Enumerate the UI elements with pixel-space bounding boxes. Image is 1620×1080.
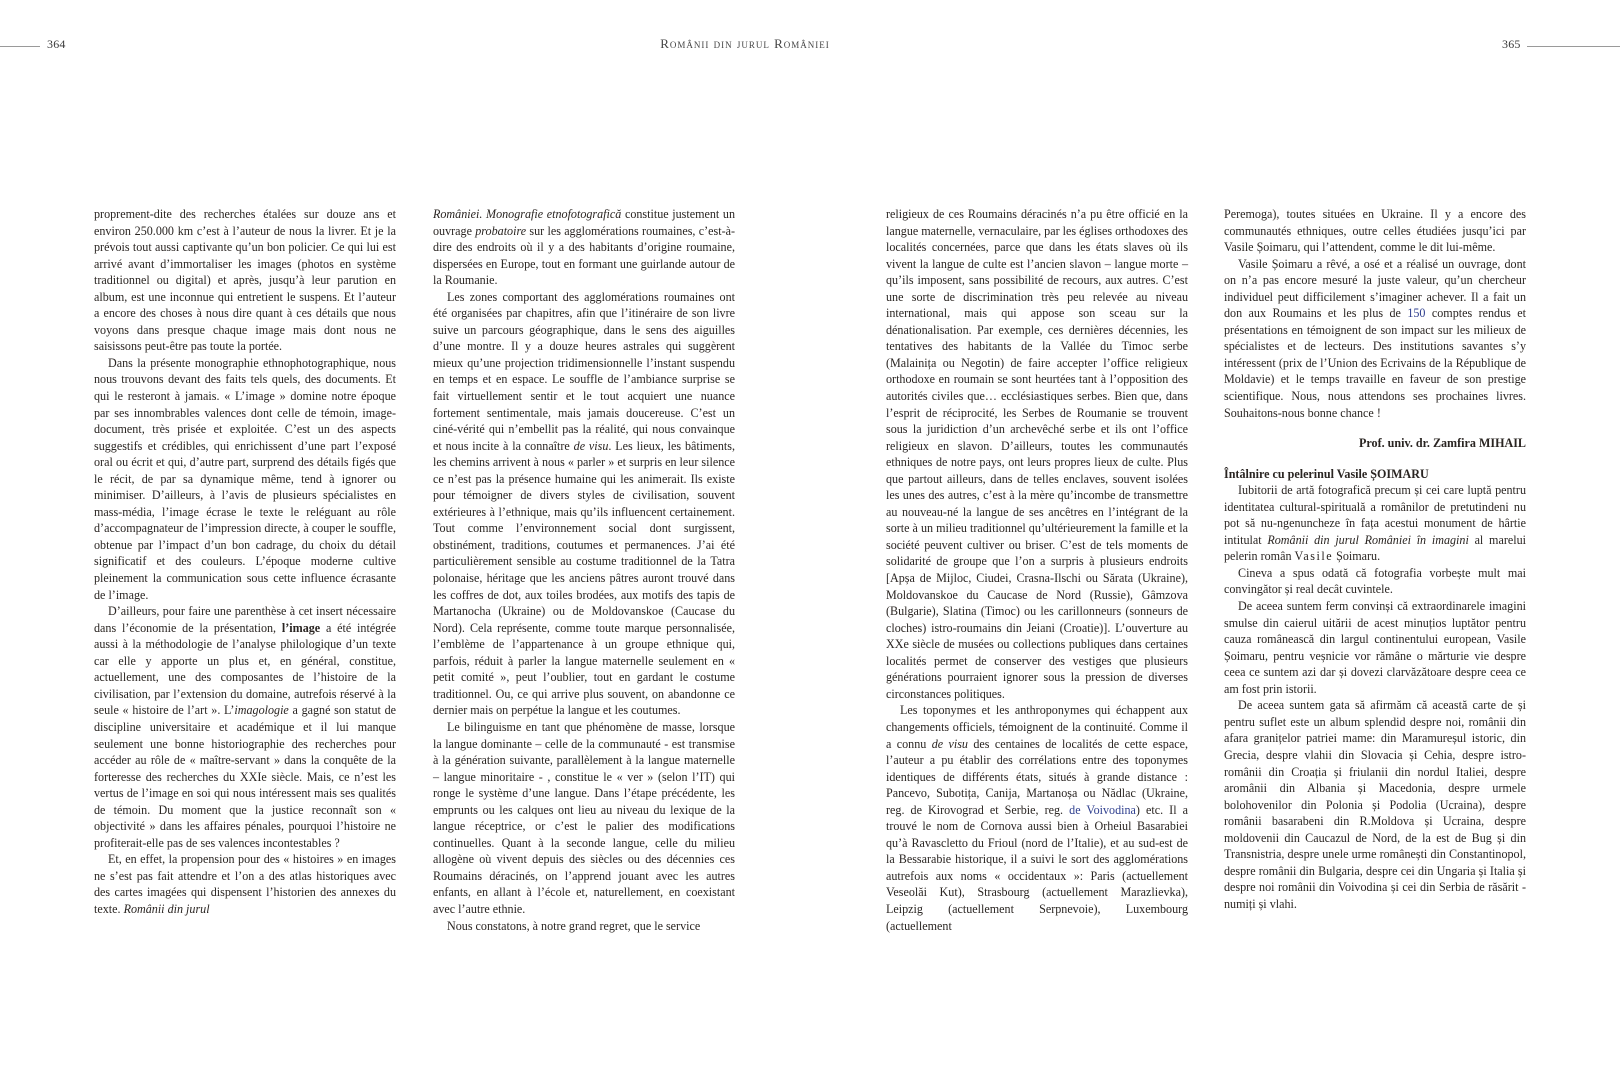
section-heading [1224,466,1526,483]
text-segment: . Les lieux, les bâtiments, les chemins arrivent à nous « parler » et surpris en leur silence ce n’est pas la présence humaine qui les animerait. Ils existe pour témoigner de divers styles de civilisation, souvent extérieures à l’ethnique, mais qu’ils influencent certainement. Tout comme l’environnement social dont surgissent, obstinément, traditions, coutumes et permanences. J’ai été particulièrement sensible au costume traditionnel de la Tatra polonaise, héritage que les anciens pâtres auront trouvé dans les coffres de dot, aux toiles brodées, aux motifs des tapis de Martanocha (Ukraine) ou de Moldovanskoe (Caucase du Nord). Cela représente, comme toute marque personnalisée, l’emblème de l’appartenance à un groupe ethnique qui, parfois, réduit à parler la langue maternelle seulement en « petit comité », peut l’oublier, tout en gardant le costume traditionnel. Ou, ce qui arrive plus souvent, on abandonne ce dernier mais on perpétue la langue et les coutumes. [433,438,736,718]
text-segment: Prof. univ. dr. Zamfira MIHAIL [1359,436,1526,451]
text-segment: Le bilinguisme en tant que phénomène de masse, lorsque la langue dominante – celle de la communauté - est transmise à la génération suivante, parallèlement à la langue maternelle – langue minoritaire - , constitue le « ver » (selon l’IT) qui ronge le système d’une langue. Dans l’étape précédente, les emprunts ou les calques ont lieu au niveau du lexique de la langue réceptrice, or c’est le palier des modifications continuelles. Quant à la seconde langue, celle du milieu allogène où vivent depuis des siècles ou des décennies ces Roumains déracinés, on l’apprend jouant avec les autres enfants, en allant à l’école et, naturellement, en coexistant avec l’autre ethnie. [433,719,735,916]
text-segment: a gagné son statut de discipline universitaire et académique et il lui manque seulement une bonne historiographie des recherches pour accéder au rôle de « maître-servant » dans la conquête de la forteresse des recherches du XXIe siècle. Mais, ce n’est les vertus de l’image en soi qui nous intéressent mais ses qualités de témoin. Du moment que la justice reconnaît son « objectivité » dans les affaires pénales, pourquoi l’histoire ne profiterait-elle pas de ses valences incontestables ? [94,703,397,850]
paragraph-continued [1224,206,1526,256]
text-segment: religieux de ces Roumains déracinés n’a pu être officié en la langue maternelle, vernaculaire, par les églises orthodoxes des localités concernées, parce que dans les états slaves où ils vivent la langue de culte est l’ancien slavon – langue morte – qu’ils imposent, sans possibilité de recours, aux autres. C’est une sorte de discrimination très peu relevée au niveau international, mais qui appose son sceau sur la dénationalisation. Par exemple, ces dernières décennies, les tentatives des habitants de la Vallée du Timoc serbe (Malainița ou Negotin) de faire accepter l’office religieux orthodoxe en roumain se sont heurtées tant à l’opposition des autorités civiles que… ecclésiastiques serbes. Bien que, dans l’esprit de réciprocité, les Serbes de Roumanie se trouvent sous la juridiction d’un archevêché serbe et ils ont l’office religieux en slavon. D’ailleurs, toutes les communautés ethniques de notre pays, ont leurs propres lieux de culte. Plus que partout ailleurs, dans de telles enclaves, souvent isolées les unes des autres, c’est à la mère qu’incombe de transmettre au nouveau-né la langue de ses ancêtres en l’intégrant de la sorte à un milieu traditionnel qu’ultérieurement la famille et la société peuvent cultiver ou briser. C’est de tels moments de solidarité de groupe que l’on a surpris à plusieurs endroits [Apșa de Mijloc, Ciudei, Crasna-Ilschi ou Sărata (Ukraine), Moldovanskoe du Caucase de Nord (Russie), Gâmzova (Bulgarie), Slatina (Timoc) ou les carillonneurs (sonneurs de cloches) istro-roumains din Jeiani (Croatie)]. L’ouverture au XXe siècle de musées ou collections publiques dans certaines localités permet de conserver des vestiges que plusieurs générations pourraient ignorer sous la pression de diverses circonstances politiques. [886,207,1188,701]
italic-text: României. Monografie etnofotografică [433,207,622,221]
text-segment: de Voivodina [1069,802,1136,817]
text-segment: comptes rendus et présentations en témoignent de son impact sur les milieux de spécialistes et de lecteurs. Des institutions savantes s’y intéressent (prix de l’Union des Ecrivains de la République de Moldavie) et le temps travaille en faveur de son prestige scientifique. Nous, nous attendons ses prochaines livres. Souhaitons-nous bonne chance ! [1224,306,1526,420]
text-segment: proprement-dite des recherches étalées sur douze ans et environ 250.000 km c’est à l’auteur de nous la livrer. Et je la prévois tout aussi captivante qu’un bon policier. Ce qui lui est arrivé avant d’immortaliser les images (photos en système traditionnel ou digital) et après, jusqu’à leur parution en album, est une inconnue qui entretient le suspens. Et l’auteur a encore des choses à nous dire quant à ces détails que nous voyons dans presque chaque image mais dont nous ne saisissons peut-être pas toute la portée. [94,207,396,354]
text-segment: Les toponymes et les anthroponymes qui échappent aux changements officiels, témoignent de la continuité. Comme il a connu [886,703,1188,751]
paragraph [433,719,735,918]
paragraph [1224,598,1526,697]
paragraph-continued [886,206,1188,702]
paragraph [94,355,396,603]
paragraph [886,702,1188,934]
paragraph-continued [433,206,735,289]
italic-text: Românii din jurul României în imagini [1267,532,1469,547]
text-segment: Cineva a spus odată că fotografia vorbește mult mai convingător și real decât cuvintele. [1224,565,1526,597]
italic-text: probatoire [475,223,527,238]
paragraph [94,851,396,917]
text-segment: 150 [1407,306,1426,321]
paragraph [1224,482,1526,565]
paragraph [433,289,735,719]
text-segment: Șoimaru. [1333,549,1381,564]
text-segment: des centaines de localités de cette espace, l’auteur a pu établir des corrélations entre des toponymes identiques de différents états, situés à grande distance : Pancevo, Subotița, Canija, Martanoșa ou Nădlac (Ukraine, reg. de Kirovograd et Serbie, reg. [886,736,1188,817]
text-segment: Nous constatons, à notre grand regret, que le service [447,918,701,933]
italic-text: imagologie [234,703,289,718]
paragraph-continued [94,206,396,355]
text-segment: Peremoga), toutes situées en Ukraine. Il y a encore des communautés ethniques, outre celles étudiées jusqu’ici par Vasile Șoimaru, qui l’attendent, comme le dit lui-même. [1224,207,1526,255]
paragraph [94,603,396,851]
paragraph [1224,697,1526,912]
text-segment: Vasile [1294,549,1334,564]
text-segment: al marelui pelerin român [1224,532,1526,564]
paragraph [1224,256,1526,421]
text-column-1 [94,206,396,918]
right-page-number: 365 [1502,37,1521,51]
text-segment: constitue justement un ouvrage [433,207,735,238]
text-segment: Vasile Șoimaru a rêvé, a osé et a réalisé un ouvrage, dont on n’a pas encore mesuré la juste valeur, qu’un chercheur individuel peut difficilement s’imaginer achever. Il a fait un don aux Roumains et les plus de [1224,256,1526,321]
left-page-number: 364 [47,37,66,51]
right-header-rule [1527,46,1620,47]
text-segment: Dans la présente monographie ethnophotographique, nous nous trouvons devant des faits tels quels, des documents. Et qui le resteront à jamais. « L’image » domine notre époque par ses innombrables valences dont celle de témoin, image-document, très prisée et exploitée. C’est un des aspects suggestifs et crédibles, qui enrichissent d’une part l’exposé oral ou écrit et qui, d’autre part, surprend des détails figés que le récit, de par sa dynamique même, tend à ignorer ou minimiser. D’ailleurs, à l’avis de plusieurs spécialistes en mass-média, l’image écrase le texte le reléguant au rôle d’accompagnateur de l’impression directe, à couper le souffle, obtenue par l’impact d’un bon cadrage, du choix du détail significatif et des couleurs. L’époque moderne cultive pleinement la communication sous cette influence écrasante de l’image. [94,355,396,602]
text-column-3 [886,206,1188,934]
text-segment: ) etc. Il a trouvé le nom de Cornova aussi bien à Orheiul Basarabiei qu’à Ravascletto du Frioul (nord de l’Italie), et au sud-est de la Bessarabie historique, il a suivi le sort des agglomérations autrefois aux noms « occidentaux »: Paris (actuellement Veseolăi Kut), Strasbourg (actuellement Marazlievka), Leipzig (actuellement Serpnevoie), Luxembourg (actuellement [886,802,1188,933]
italic-text: Românii din jurul [123,901,210,916]
text-segment: Les zones comportant des agglomérations roumaines ont été organisées par chapitres, afin que l’itinéraire de son livre suive un parcours géographique, dans le sens des aiguilles d’une montre. Il y a douze heures astrales qui suggèrent mieux qu’une projection tridimensionnelle l’instant suspendu en temps et en espace. Le souffle de l’ambiance surprise se fait virtuellement sentir et le tout acquiert une nuance fortement sentimentale, mais jamais doucereuse. C’est un ciné-vérité qui n’embellit pas la réalité, qui nous convainque et nous incite à la connaître [433,289,735,453]
bold-text: l’image [281,620,321,635]
paragraph [433,918,735,935]
text-segment: sur les agglomérations roumaines, c’est-à-dire des endroits où il y a des habitants d’origine roumaine, dispersées en Europe, tout en formant une guirlande autour de la Roumanie. [433,223,735,288]
text-column-4 [1224,206,1526,912]
italic-text: de visu [931,736,968,751]
text-column-2 [433,206,735,934]
running-title: Românii din jurul României [660,36,830,51]
text-segment: Iubitorii de artă fotografică precum și cei care luptă pentru identitatea cultural-spirituală a românilor de pretutindeni nu pot să nu-ngenuncheze în fața acestui monument de hârtie intitulat [1224,483,1526,547]
text-segment: D’ailleurs, pour faire une parenthèse à cet insert nécessaire dans l’économie de la présentation, [94,604,396,635]
text-segment: Întâlnire cu pelerinul Vasile ȘOIMARU [1224,466,1429,481]
italic-text: de visu [573,438,609,453]
text-segment: De aceea suntem gata să afirmăm că această carte de și pentru suflet este un album splendid despre noi, românii din afara granițelor patriei mame: din Maramureșul istoric, din Grecia, despre vlahii din Slovacia și Cehia, despre istro-românii din Croația și friulanii din nordul Italiei, despre aromânii din Albania și Macedonia, despre urmele bolohovenilor din Polonia și Podolia (Ucraina), despre românii basarabeni din R.Moldova și Ucraina, despre moldovenii din Caucazul de Nord, de la est de Bug și din Transnistria, despre unele urme românești din Constantinopol, despre românii din Bulgaria, despre cei din Ungaria și Italia și despre noi românii din Voivodina și cei din Serbia de răsărit - numiți și vlahi. [1224,698,1526,911]
text-segment: De aceea suntem ferm convinși că extraordinarele imagini smulse din caierul uitării de acest minuțios luptător pentru cauza românească din largul continentului european, Vasile Șoimaru, pentru veșnicie vor rămâne o mărturie vie despre ceea ce suntem azi dar și dovezi clarvăzătoare despre ceea ce am fost prin istorii. [1224,599,1526,696]
text-segment: a été intégrée aussi à la méthodologie de l’analyse philologique d’un texte car elle y apporte un plus et, en général, constitue, actuellement, une des composantes de l’histoire de la civilisation, par l’extension du domaine, autrefois réservé à la seule « histoire de l’art ». L’ [94,620,396,718]
text-segment: Et, en effet, la propension pour des « histoires » en images ne s’est pas fait attendre et l’on a des atlas historiques avec des cartes imagées qui dispensent l’historien des annexes du texte. [94,852,396,916]
author-signature [1224,435,1526,452]
paragraph [1224,565,1526,598]
